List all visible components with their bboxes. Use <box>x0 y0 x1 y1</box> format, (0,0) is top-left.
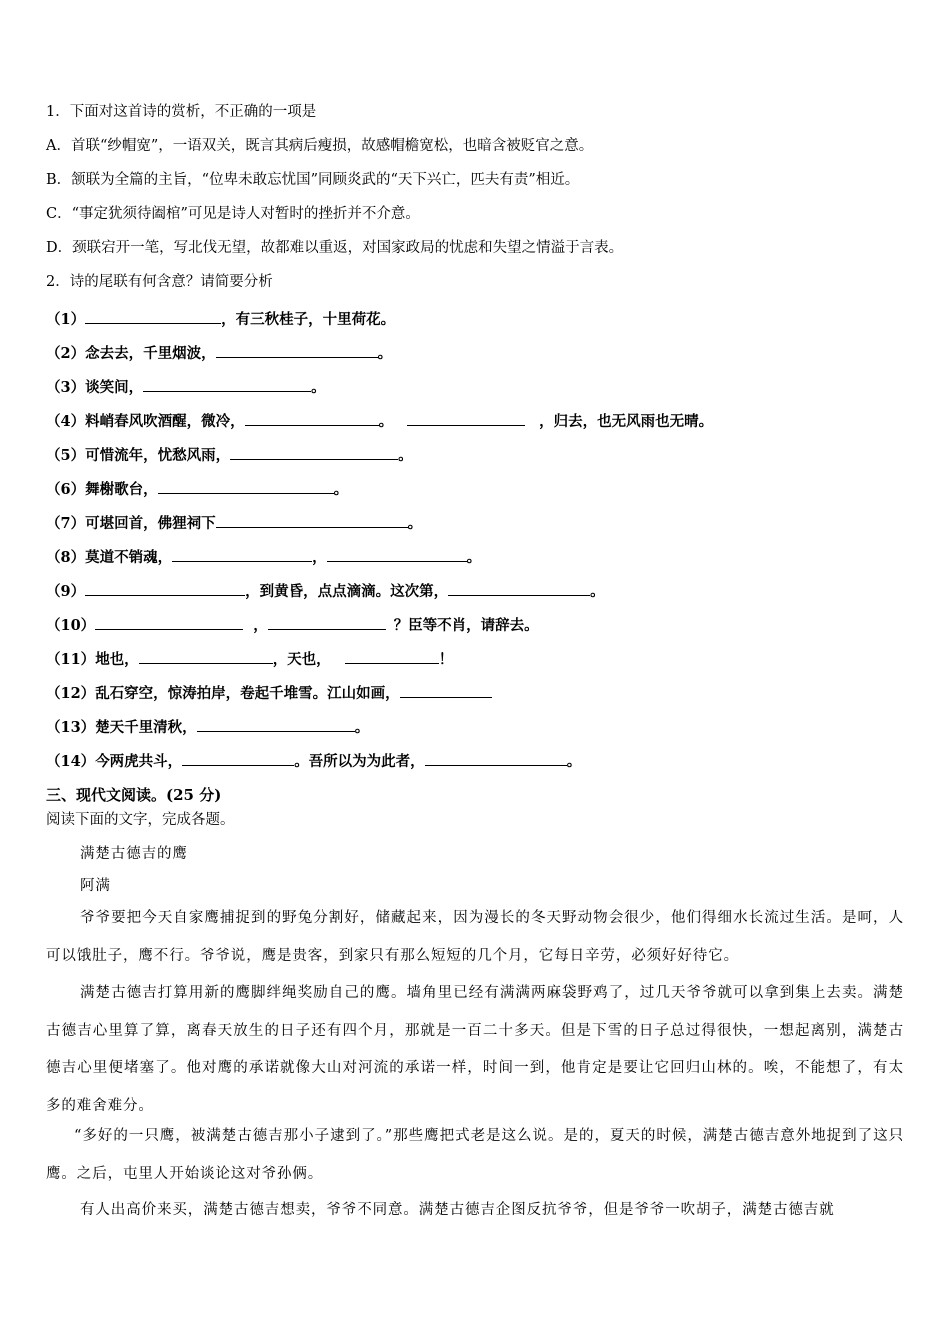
item-text: 可惜流年，忧愁风雨， <box>85 447 231 464</box>
answer-blank[interactable] <box>158 478 334 494</box>
fill-item-1 <box>46 308 395 330</box>
answer-blank[interactable] <box>407 410 525 426</box>
item-number: （3） <box>46 379 86 396</box>
item-text: 念去去，千里烟波， <box>85 345 216 362</box>
item-text: 。 <box>407 515 423 532</box>
item-text: ？臣等不肖，请辞去。 <box>393 617 539 634</box>
answer-blank[interactable] <box>245 410 379 426</box>
q1-option-d: D．颈联宕开一笔，写北伐无望，故都难以重返，对国家政局的忧虑和失望之情溢于言表。 <box>46 240 624 256</box>
item-text: 舞榭歌台， <box>85 481 158 498</box>
item-text: 。 <box>354 719 370 736</box>
item-number: （11） <box>46 651 96 668</box>
section-instruction: 阅读下面的文字，完成各题。 <box>46 812 235 828</box>
item-text: ，归去，也无风雨也无晴。 <box>539 413 714 430</box>
fill-item-13 <box>46 716 369 738</box>
answer-blank[interactable] <box>143 376 311 392</box>
answer-blank[interactable] <box>345 648 439 664</box>
answer-blank[interactable] <box>230 444 398 460</box>
answer-blank[interactable] <box>216 512 408 528</box>
answer-blank[interactable] <box>448 580 590 596</box>
answer-blank[interactable] <box>172 546 312 562</box>
answer-blank[interactable] <box>400 682 492 698</box>
item-number: （1） <box>46 311 86 328</box>
answer-blank[interactable] <box>216 342 378 358</box>
item-text: ，天也， <box>272 651 331 668</box>
article-title: 满楚古德吉的鹰 <box>80 846 188 862</box>
article-paragraph: “多好的一只鹰，被满楚古德吉那小子逮到了。”那些鹰把式老是这么说。是的，夏天的时候，满楚古德吉意外地捉到了这只鹰。之后，屯里人开始谈论这对爷孙俩。 <box>46 1128 904 1182</box>
article-paragraph: 爷爷要把今天自家鹰捕捉到的野兔分割好，储藏起来，因为漫长的冬天野动物会很少，他们得细水长流过生活。是呵，人可以饿肚子，鹰不行。爷爷说，鹰是贵客，到家只有那么短短的几个月，它每日辛劳，必须好好待它。 <box>46 910 904 964</box>
item-text: 今两虎共斗， <box>95 753 183 770</box>
item-text: 乱石穿空，惊涛拍岸，卷起千堆雪。江山如画， <box>95 685 400 702</box>
fill-item-5 <box>46 444 413 466</box>
fill-item-7 <box>46 512 422 534</box>
item-text: ， <box>312 549 327 566</box>
item-number: （5） <box>46 447 86 464</box>
answer-blank[interactable] <box>425 750 567 766</box>
item-number: （7） <box>46 515 86 532</box>
fill-item-4 <box>46 410 713 432</box>
answer-blank[interactable] <box>85 308 221 324</box>
item-text: 。 <box>311 379 326 396</box>
fill-item-9 <box>46 580 605 602</box>
fill-item-10 <box>46 614 539 636</box>
item-text: 莫道不销魂， <box>85 549 173 566</box>
fill-item-2 <box>46 342 392 364</box>
q2-stem: 2．诗的尾联有何含意？请简要分析 <box>46 274 273 290</box>
article-paragraph: 满楚古德吉打算用新的鹰脚绊绳奖励自己的鹰。墙角里已经有满满两麻袋野鸡了，过几天爷爷就可以拿到集上去卖。满楚古德吉心里算了算，离春天放生的日子还有四个月，那就是一百二十多天。但是下雪的日子总过得很快，一想起离别，满楚古德吉心里便堵塞了。他对鹰的承诺就像大山对河流的承诺一样，时间一到，他肯定是要让它回归山林的。唉，不能想了，有太多的难舍难分。 <box>46 985 904 1114</box>
item-text: 。 <box>333 481 349 498</box>
item-text: 谈笑间， <box>85 379 144 396</box>
item-text: 楚天千里清秋， <box>95 719 197 736</box>
fill-item-6 <box>46 478 348 500</box>
answer-blank[interactable] <box>182 750 294 766</box>
item-number: （4） <box>46 413 86 430</box>
item-number: （9） <box>46 583 86 600</box>
item-number: （13） <box>46 719 96 736</box>
fill-item-11 <box>46 648 453 670</box>
item-text: ，有三秋桂子，十里荷花。 <box>221 311 396 328</box>
item-number: （10） <box>46 617 96 634</box>
item-text: 料峭春风吹酒醒，微冷， <box>85 413 245 430</box>
item-text: ， <box>253 617 268 634</box>
item-text: 。吾所以为为此者， <box>294 753 425 770</box>
fill-item-8 <box>46 546 481 568</box>
item-number: （2） <box>46 345 86 362</box>
item-text: 。 <box>378 413 394 430</box>
answer-blank[interactable] <box>268 614 386 630</box>
q1-option-a: A．首联“纱帽宽”，一语双关，既言其病后瘦损，故感帽檐宽松，也暗含被贬官之意。 <box>46 138 594 154</box>
fill-item-12 <box>46 682 492 704</box>
fill-item-3 <box>46 376 326 398</box>
article-author: 阿满 <box>80 878 111 894</box>
article-paragraph: 有人出高价来买，满楚古德吉想卖，爷爷不同意。满楚古德吉企图反抗爷爷，但是爷爷一吹胡子，满楚古德吉就 <box>80 1202 835 1218</box>
item-text: 。 <box>590 583 605 600</box>
item-text: 。 <box>377 345 393 362</box>
q1-option-c: C．“事定犹须待阖棺”可见是诗人对暂时的挫折并不介意。 <box>46 206 420 222</box>
item-text: 可堪回首，佛狸祠下 <box>85 515 216 532</box>
item-number: （8） <box>46 549 86 566</box>
item-text: 。 <box>466 549 482 566</box>
item-text: ！ <box>438 651 454 668</box>
item-text: ，到黄昏，点点滴滴。这次第， <box>245 583 449 600</box>
item-number: （12） <box>46 685 96 702</box>
answer-blank[interactable] <box>197 716 355 732</box>
answer-blank[interactable] <box>139 648 273 664</box>
item-number: （6） <box>46 481 86 498</box>
answer-blank[interactable] <box>85 580 245 596</box>
section-heading: 三、现代文阅读。(25 分) <box>46 786 222 804</box>
item-text: 。 <box>566 753 582 770</box>
item-text: 。 <box>398 447 413 464</box>
answer-blank[interactable] <box>95 614 243 630</box>
item-number: （14） <box>46 753 96 770</box>
q1-option-b: B．颔联为全篇的主旨，“位卑未敢忘忧国”同顾炎武的“天下兴亡，匹夫有责”相近。 <box>46 172 580 188</box>
q1-stem: 1．下面对这首诗的赏析，不正确的一项是 <box>46 104 317 120</box>
item-text: 地也， <box>95 651 139 668</box>
fill-item-14 <box>46 750 581 772</box>
answer-blank[interactable] <box>327 546 467 562</box>
